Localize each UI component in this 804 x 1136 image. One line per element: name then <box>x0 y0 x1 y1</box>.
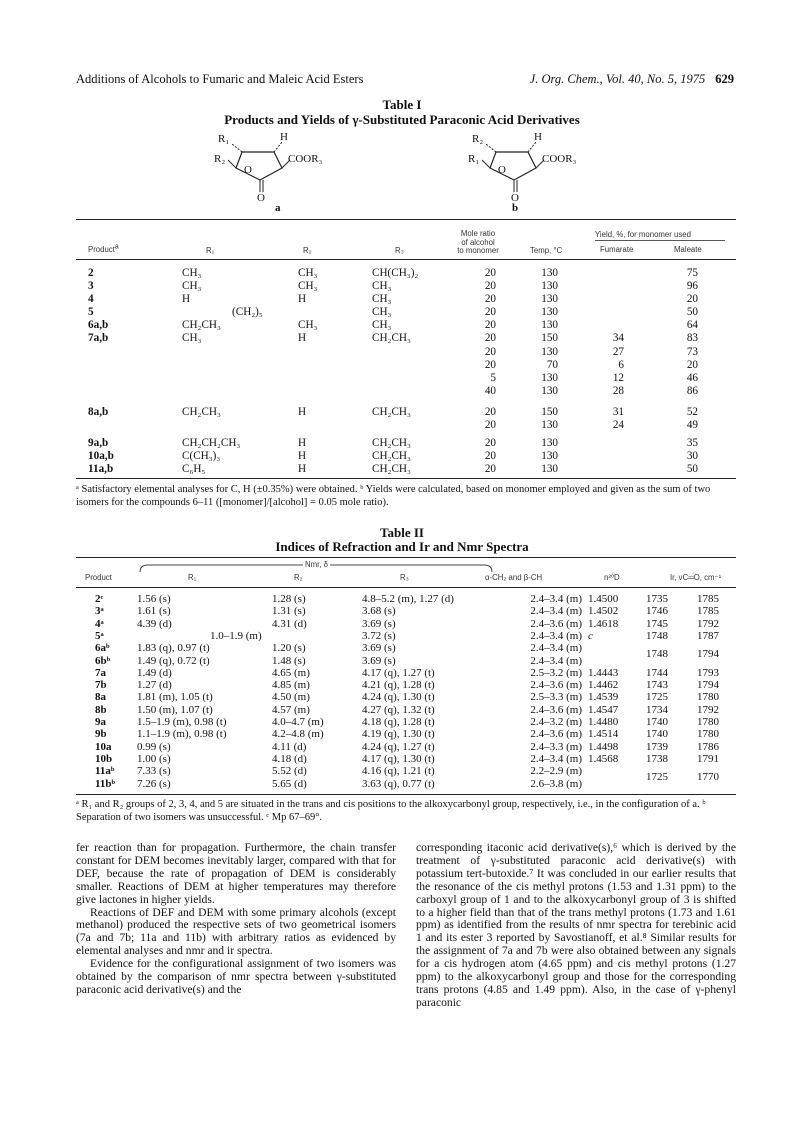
table1-cell-ratio: 20 <box>484 293 496 305</box>
table2-cell-product: 7b <box>95 679 107 692</box>
table2-cell-product: 9b <box>95 728 107 741</box>
table2-cell-r3: 4.19 (q), 1.30 (t) <box>362 728 435 741</box>
table1-row <box>0 463 804 476</box>
table1-label: Table I <box>382 97 422 112</box>
table1-cell-product: 7a,b <box>88 332 109 344</box>
table2-cell-r2: 4.65 (m) <box>272 666 310 679</box>
table2-cell-nd: 1.4547 <box>588 703 619 716</box>
structure-b-r2: R₂ <box>472 133 484 145</box>
table2-cell-product: 10b <box>95 752 113 765</box>
table1-cell-r2: H <box>298 293 307 305</box>
table2-title: Indices of Refraction and Ir and Nmr Spectra <box>275 539 529 554</box>
table2-cell-ir1: 1738 <box>646 752 668 765</box>
table1-cell-ratio: 20 <box>484 280 496 292</box>
table1-cell-temp: 130 <box>541 319 558 331</box>
table2-cell-ch: 2.4–3.4 (m) <box>530 629 582 642</box>
table1-header-product: Product$^a$ <box>88 243 119 254</box>
table1-cell-r1: CH₂CH₃ <box>182 319 221 331</box>
table2-cell-ch: 2.4–3.4 (m) <box>530 654 582 667</box>
table1-row <box>0 332 804 345</box>
table2-cell-ir1: 1735 <box>646 593 668 605</box>
structure-a-r1: R₁ <box>218 133 230 145</box>
table2-cell-ir1: 1725 <box>646 771 668 784</box>
table1-cell-ratio: 20 <box>484 332 496 344</box>
table2-cell-r3: 4.27 (q), 1.32 (t) <box>362 703 435 716</box>
table1-cell-product: 9a,b <box>88 437 109 449</box>
table2-cell-r3: 4.17 (q), 1.30 (t) <box>362 752 435 765</box>
table1-cell-temp: 130 <box>541 372 558 384</box>
structure-b <box>468 130 602 212</box>
table2-cell-r3: 4.16 (q), 1.21 (t) <box>362 765 435 778</box>
journal-citation: J. Org. Chem., Vol. 40, No. 5, 1975 <box>529 72 706 86</box>
table2-cell-r3: 3.68 (s) <box>362 605 396 618</box>
table1-header-r3: R₃ <box>395 246 404 255</box>
table2-cell-r1: 1.0–1.9 (m) <box>210 629 262 642</box>
table2-header-r1: R₁ <box>188 573 197 582</box>
table2-row <box>0 593 804 605</box>
table2-cell-r1: 1.49 (q), 0.72 (t) <box>137 654 210 667</box>
table2-cell-ir2: 1780 <box>697 716 719 728</box>
structure-b-r1: R₁ <box>468 153 480 165</box>
table1-cell-product: 2 <box>88 267 94 279</box>
table1-cell-temp: 130 <box>541 463 558 475</box>
table2-cell-r1: 0.99 (s) <box>137 740 171 753</box>
table1-cell-r3: CH₃ <box>372 293 392 305</box>
table2-top-rule <box>76 557 736 558</box>
table2-cell-ir1: 1734 <box>646 703 668 716</box>
table2-header-ir: Ir, νC═O, cm⁻¹ <box>670 573 722 582</box>
table1-cell-mal: 30 <box>686 450 698 462</box>
structure-b-label: b <box>512 202 519 214</box>
table2-cell-r3: 4.21 (q), 1.28 (t) <box>362 679 435 692</box>
table2-cell-r2: 4.85 (m) <box>272 679 310 692</box>
table2-cell-r2: 4.0–4.7 (m) <box>272 716 324 728</box>
table1-cell-r1: C₆H₅ <box>182 463 206 475</box>
table2-cell-ch: 2.5–3.2 (m) <box>530 666 582 679</box>
table2-cell-product: 11bᵇ <box>95 777 116 790</box>
table2-cell-r1: 1.1–1.9 (m), 0.98 (t) <box>137 728 227 741</box>
table2-cell-nd: 1.4568 <box>588 752 619 765</box>
table2-cell-r3: 4.8–5.2 (m), 1.27 (d) <box>362 593 454 605</box>
table1-cell-r2: CH₃ <box>298 267 318 279</box>
table1-cell-mal: 20 <box>686 293 698 305</box>
table2-cell-ir1: 1746 <box>646 605 668 618</box>
table2-cell-ir2: 1786 <box>697 740 719 753</box>
table2-cell-ir2: 1785 <box>697 605 719 618</box>
table2-bottom-rule <box>76 794 736 795</box>
table1-cell-ratio: 20 <box>484 267 496 279</box>
table1-cell-temp: 130 <box>541 450 558 462</box>
table1-cell-fum: 27 <box>612 346 624 358</box>
table2-cell-ir1: 1739 <box>646 740 668 753</box>
table2-cell-r3: 4.17 (q), 1.27 (t) <box>362 666 435 679</box>
table2-cell-r3: 3.69 (s) <box>362 654 396 667</box>
table2-header-nd: n²⁰D <box>604 573 620 582</box>
table1-cell-r3: CH₂CH₃ <box>372 463 411 475</box>
table2-cell-ir1: 1740 <box>646 716 668 728</box>
table1-row <box>0 267 804 280</box>
table1-row <box>0 293 804 306</box>
table1-cell-ratio: 20 <box>484 306 496 318</box>
table2-cell-ch: 2.4–3.4 (m) <box>530 752 582 765</box>
table2-cell-product: 9a <box>95 716 106 728</box>
table1-cell-r2: H <box>298 406 307 418</box>
table2-cell-product: 10a <box>95 740 112 753</box>
page-number: 629 <box>715 72 734 86</box>
table1-cell-mal: 52 <box>686 406 698 418</box>
table2-cell-r1: 7.33 (s) <box>137 765 171 778</box>
table1-header-r2: R₂ <box>303 246 312 255</box>
table2-cell-ir2: 1787 <box>697 629 719 642</box>
table2-cell-nd: 1.4502 <box>588 605 619 618</box>
table1-cell-temp: 150 <box>541 406 558 418</box>
mole-ratio-line3: to monomer <box>457 246 499 255</box>
table1-row <box>0 319 804 332</box>
table1-cell-ratio: 5 <box>490 372 496 384</box>
table2-cell-product: 6bᵇ <box>95 654 111 667</box>
table2-row <box>0 667 804 679</box>
table2-cell-r3: 3.69 (s) <box>362 617 396 630</box>
table2-cell-ir1: 1744 <box>646 666 668 679</box>
structure-a-ring-o: O <box>244 164 252 176</box>
table1-cell-r2: H <box>298 463 307 475</box>
table2-cell-ir2: 1794 <box>697 679 719 692</box>
table1-cell-temp: 130 <box>541 293 558 305</box>
table1-cell-mal: 50 <box>686 306 698 318</box>
table2-label: Table II <box>380 525 424 540</box>
table2-row <box>0 704 804 716</box>
table1-cell-product: 10a,b <box>88 450 114 462</box>
left-para-3: Evidence for the configurational assignment of two isomers was obtained by the comparison of nmr spectra between γ-substituted paraconic acid derivative(s) and the <box>76 957 396 996</box>
table1-row <box>0 306 804 319</box>
table1-cell-fum: 31 <box>612 406 624 418</box>
table2-cell-ir2: 1793 <box>697 666 719 679</box>
table2-cell-nd: 1.4514 <box>588 728 619 741</box>
table2-cell-r2: 1.31 (s) <box>272 605 306 618</box>
structure-a <box>214 130 348 212</box>
table1-header-mole-ratio <box>450 230 506 256</box>
table2-footnote: ᵃ R₁ and R₂ groups of 2, 3, 4, and 5 are situated in the trans and cis positions to the alkoxycarbonyl group, respectively, i.e., in the configuration of a. ᵇ Separation of two isomers was unsuccessful. ᶜ Mp 67–69°. <box>76 799 706 823</box>
table2-cell-nd: 1.4500 <box>588 593 619 605</box>
table2-cell-r1: 4.39 (d) <box>137 617 172 630</box>
table2-header-r3: R₃ <box>400 573 409 582</box>
table2-cell-r3: 3.72 (s) <box>362 629 396 642</box>
table1-top-rule <box>76 219 736 220</box>
table2-cell-r1: 1.00 (s) <box>137 752 171 765</box>
table2-cell-ch: 2.6–3.8 (m) <box>530 777 582 790</box>
table2-cell-ir2: 1792 <box>697 703 719 716</box>
table1-cell-fum: 6 <box>618 359 624 371</box>
body-left-column <box>76 842 396 997</box>
table2-cell-ir2: 1780 <box>697 691 719 704</box>
table1-row <box>0 406 804 419</box>
table1-row <box>0 359 804 372</box>
table1-row <box>0 346 804 359</box>
table1-cell-r1: CH₂CH₃ <box>182 406 221 418</box>
table1-cell-temp: 130 <box>541 280 558 292</box>
table2-cell-r1: 1.83 (q), 0.97 (t) <box>137 642 210 655</box>
table1-cell-fum: 24 <box>612 419 624 431</box>
table1-cell-temp: 130 <box>541 419 558 431</box>
table1-cell-r2: H <box>298 450 307 462</box>
table2-cell-product: 2ᶜ <box>95 593 104 605</box>
table2-cell-ir1: 1745 <box>646 617 668 630</box>
table2-cell-product: 8a <box>95 691 106 704</box>
table2-cell-nd: c <box>588 629 593 642</box>
table1-cell-ratio: 20 <box>484 346 496 358</box>
table1-cell-fum: 12 <box>612 372 624 384</box>
table1-header-temp: Temp, °C <box>530 246 563 255</box>
table2-cell-ch: 2.5–3.3 (m) <box>530 691 582 704</box>
table2-header-rule <box>76 587 736 588</box>
table2-cell-product: 4ᵃ <box>95 617 104 630</box>
table2-row <box>0 741 804 753</box>
table1-cell-r2: CH₃ <box>298 319 318 331</box>
table2-cell-ir2: 1785 <box>697 593 719 605</box>
table2-cell-r2: 1.28 (s) <box>272 593 306 605</box>
table2-cell-ir1: 1725 <box>646 691 668 704</box>
table2-cell-r1: 1.61 (s) <box>137 605 171 618</box>
table1-cell-product: 8a,b <box>88 406 109 418</box>
table1-row <box>0 372 804 385</box>
structure-b-coor: COOR₃ <box>542 153 577 165</box>
table2-row <box>0 618 804 630</box>
table1-row <box>0 437 804 450</box>
table2-row <box>0 679 804 691</box>
table1-cell-temp: 130 <box>541 306 558 318</box>
table1-cell-r1: (CH₂)₅ <box>232 306 263 318</box>
table1-row <box>0 419 804 432</box>
table2-header-product: Product <box>85 573 112 582</box>
table1-cell-r1: H <box>182 293 191 305</box>
table2-cell-nd: 1.4498 <box>588 740 619 753</box>
table2-cell-product: 3ᵃ <box>95 605 104 618</box>
table1-header-r1: R₁ <box>206 246 215 255</box>
table2-cell-ir1: 1740 <box>646 728 668 741</box>
table2-cell-product: 5ᵃ <box>95 629 104 642</box>
table1-cell-r1: CH₃ <box>182 267 202 279</box>
table2-cell-ch: 2.4–3.6 (m) <box>530 617 582 630</box>
table1-cell-mal: 64 <box>686 319 698 331</box>
table2-row <box>0 691 804 703</box>
table2-cell-nd: 1.4539 <box>588 691 619 704</box>
table1-cell-temp: 130 <box>541 385 558 397</box>
table2-cell-ir1: 1748 <box>646 629 668 642</box>
table2-cell-r3: 4.24 (q), 1.27 (t) <box>362 740 435 753</box>
table2-cell-ch: 2.4–3.4 (m) <box>530 593 582 605</box>
table2-cell-r2: 4.18 (d) <box>272 752 307 765</box>
table1-cell-mal: 96 <box>686 280 698 292</box>
table2-cell-ch: 2.4–3.4 (m) <box>530 605 582 618</box>
table2-cell-r2: 1.48 (s) <box>272 654 306 667</box>
table1-header-yield-group: Yield, %, for monomer used <box>595 230 691 239</box>
table2-cell-ch: 2.4–3.3 (m) <box>530 740 582 753</box>
table2-cell-nd: 1.4443 <box>588 666 619 679</box>
table1-header-rule <box>76 259 736 260</box>
table1-cell-ratio: 20 <box>484 319 496 331</box>
table2-cell-product: 8b <box>95 703 107 716</box>
table1-cell-mal: 86 <box>686 385 698 397</box>
table1-cell-ratio: 20 <box>484 419 496 431</box>
table2-cell-r1: 7.26 (s) <box>137 777 171 790</box>
table1-cell-r1: C(CH₃)₃ <box>182 450 221 462</box>
table1-cell-fum: 28 <box>612 385 624 397</box>
table2-row <box>0 630 804 642</box>
table1-cell-ratio: 20 <box>484 437 496 449</box>
table1-cell-mal: 35 <box>686 437 698 449</box>
yield-group-rule <box>595 240 725 241</box>
table2-cell-ir1: 1743 <box>646 679 668 692</box>
structure-b-carbonyl-o: O <box>511 192 519 204</box>
table1-cell-temp: 150 <box>541 332 558 344</box>
table1-row <box>0 385 804 398</box>
table1-cell-mal: 73 <box>686 346 698 358</box>
table1-cell-r1: CH₂CH₂CH₃ <box>182 437 241 449</box>
table1-footnote: ᵃ Satisfactory elemental analyses for C, H (±0.35%) were obtained. ᵇ Yields were calculated, based on monomer employed and given as the sum of two isomers for the compounds 6–11 ([monomer]/[alcohol] = 0.05 mole ratio). <box>76 484 711 508</box>
table2-cell-product: 11aᵇ <box>95 765 115 778</box>
structure-b-h: H <box>534 131 542 143</box>
table1-cell-r2: H <box>298 332 307 344</box>
table1-cell-r3: CH₂CH₃ <box>372 450 411 462</box>
table1-row <box>0 280 804 293</box>
table2-cell-r2: 5.52 (d) <box>272 765 307 778</box>
table2-cell-r1: 1.27 (d) <box>137 679 172 692</box>
body-right-column <box>416 842 736 1010</box>
table2-cell-ir2: 1770 <box>697 771 719 784</box>
table1-cell-product: 4 <box>88 293 94 305</box>
table1-cell-mal: 83 <box>686 332 698 344</box>
table2-cell-ch: 2.4–3.4 (m) <box>530 642 582 655</box>
table2-header-r2: R₂ <box>294 573 303 582</box>
table1-row <box>0 450 804 463</box>
table1-cell-ratio: 40 <box>484 385 496 397</box>
table2-row <box>0 778 804 790</box>
table1-cell-product: 5 <box>88 306 94 318</box>
structure-b-ring-o: O <box>498 164 506 176</box>
table2-row <box>0 605 804 617</box>
table1-cell-product: 6a,b <box>88 319 109 331</box>
table2-cell-ch: 2.4–3.6 (m) <box>530 703 582 716</box>
running-header-journal <box>530 72 734 87</box>
table2-cell-r1: 1.5–1.9 (m), 0.98 (t) <box>137 716 227 728</box>
table1-cell-temp: 130 <box>541 267 558 279</box>
table2-cell-ir2: 1792 <box>697 617 719 630</box>
table2-cell-r2: 5.65 (d) <box>272 777 307 790</box>
table2-cell-r3: 4.18 (q), 1.28 (t) <box>362 716 435 728</box>
table1-cell-ratio: 20 <box>484 450 496 462</box>
table1-bottom-rule <box>76 478 736 479</box>
table1-cell-r3: CH₃ <box>372 280 392 292</box>
table2-cell-nd: 1.4618 <box>588 617 619 630</box>
table2-cell-ch: 2.4–3.2 (m) <box>530 716 582 728</box>
table1-cell-r3: CH₂CH₃ <box>372 332 411 344</box>
running-header-title: Additions of Alcohols to Fumaric and Maleic Acid Esters <box>76 72 364 86</box>
table1-cell-r2: CH₃ <box>298 280 318 292</box>
structure-a-carbonyl-o: O <box>257 192 265 204</box>
table1-header-fumarate: Fumarate <box>600 245 634 254</box>
structure-a-h: H <box>280 131 288 143</box>
structure-a-coor: COOR₃ <box>288 153 323 165</box>
table2-cell-r3: 3.63 (q), 0.77 (t) <box>362 777 435 790</box>
table2-cell-ir2: 1794 <box>697 648 719 661</box>
table2-cell-ch: 2.4–3.6 (m) <box>530 728 582 741</box>
left-para-2: Reactions of DEF and DEM with some primary alcohols (except methanol) produced the respective sets of two geometrical isomers (7a and 7b; 11a and 11b) with arbitrary ratios as evidenced by elemental analyses and nmr and ir spectra. <box>76 905 396 958</box>
table1-cell-temp: 130 <box>541 437 558 449</box>
table1-cell-product: 3 <box>88 280 94 292</box>
table2-cell-r1: 1.49 (d) <box>137 666 172 679</box>
table1-cell-r3: CH₃ <box>372 306 392 318</box>
table2-cell-r2: 1.20 (s) <box>272 642 306 655</box>
table1-cell-product: 11a,b <box>88 463 114 475</box>
table2-row <box>0 655 804 667</box>
table1-cell-ratio: 20 <box>484 359 496 371</box>
mole-ratio-line2: of alcohol <box>461 237 495 247</box>
table2-cell-ir2: 1791 <box>697 752 719 765</box>
table1-cell-r1: CH₃ <box>182 332 202 344</box>
table1-cell-r2: H <box>298 437 307 449</box>
table2-cell-r2: 4.50 (m) <box>272 691 310 704</box>
table1-cell-mal: 50 <box>686 463 698 475</box>
table1-cell-r3: CH(CH₃)₂ <box>372 267 419 279</box>
table2-cell-r2: 4.57 (m) <box>272 703 310 716</box>
table2-cell-nd: 1.4480 <box>588 716 619 728</box>
table1-cell-ratio: 20 <box>484 463 496 475</box>
table1-cell-fum: 34 <box>612 332 624 344</box>
table1-cell-ratio: 20 <box>484 406 496 418</box>
table1-cell-r3: CH₃ <box>372 319 392 331</box>
table1-title: Products and Yields of γ-Substituted Paraconic Acid Derivatives <box>224 112 580 127</box>
table2-cell-ir2: 1780 <box>697 728 719 741</box>
table2-cell-r1: 1.50 (m), 1.07 (t) <box>137 703 213 716</box>
table2-row <box>0 728 804 740</box>
structure-a-label: a <box>275 202 281 214</box>
table1-cell-r3: CH₂CH₃ <box>372 406 411 418</box>
right-para-1: corresponding itaconic acid derivative(s),⁶ which is derived by the treatment of γ-substituted paraconic acid derivative(s) with potassium tert-butoxide.⁷ It was concluded in our earlier results that the resonance of the cis methyl protons (1.53 and 1.31 ppm) to the carboxyl group of 1 and to the alkoxycarbonyl group of 3 is shifted to a higher field than that of the trans methyl protons (1.73 and 1.61 ppm) as identified from the results of nmr spectra for terebinic acid 1 and its ester 3 reported by Savostianoff, et al.⁸ Similar results for the assignment of 7a and 7b were also obtained between any signals for a cis hydrogen atom (4.65 ppm) and cis methyl protons (1.27 ppm) to the alkoxycarbonyl group and those for the corresponding trans protons (4.85 and 1.49 ppm). Also, in the case of γ-phenyl paraconic <box>416 841 736 1009</box>
table1-cell-mal: 75 <box>686 267 698 279</box>
table2-cell-r1: 1.56 (s) <box>137 593 171 605</box>
structure-a-r2: R₂ <box>214 153 226 165</box>
mole-ratio-line1: Mole ratio <box>460 229 496 238</box>
table1-cell-r3: CH₂CH₃ <box>372 437 411 449</box>
table1-cell-mal: 46 <box>686 372 698 384</box>
table2-cell-ir1: 1748 <box>646 648 668 661</box>
table2-cell-r3: 3.69 (s) <box>362 642 396 655</box>
table1-cell-temp: 70 <box>546 359 558 371</box>
table1-header-maleate: Maleate <box>674 245 702 254</box>
left-para-1: fer reaction than for propagation. Furthermore, the chain transfer constant for DEM becomes inevitably larger, compared with that for DEF, because the rate of propagation of DEM is considerably smaller. Reactions of DEM at higher temperatures may therefore give lactones in higher yields. <box>76 841 396 906</box>
table1-cell-mal: 49 <box>686 419 698 431</box>
table2-header-ch: α-CH₂ and β-CH <box>485 573 543 582</box>
table2-cell-nd: 1.4462 <box>588 679 619 692</box>
table1-cell-temp: 130 <box>541 346 558 358</box>
table1-header-product-text: Product <box>88 245 115 254</box>
table2-cell-product: 7a <box>95 666 106 679</box>
table2-cell-ch: 2.4–3.6 (m) <box>530 679 582 692</box>
table2-cell-r2: 4.11 (d) <box>272 740 307 753</box>
table1-cell-mal: 20 <box>686 359 698 371</box>
table2-cell-product: 6aᵇ <box>95 642 110 655</box>
table2-row <box>0 753 804 765</box>
table2-cell-r2: 4.2–4.8 (m) <box>272 728 324 741</box>
table2-cell-r2: 4.31 (d) <box>272 617 307 630</box>
table2-header-nmr-group: Nmr, δ <box>305 560 328 569</box>
table2-cell-r1: 1.81 (m), 1.05 (t) <box>137 691 213 704</box>
table1-cell-r1: CH₃ <box>182 280 202 292</box>
table2-cell-ch: 2.2–2.9 (m) <box>530 765 582 778</box>
table2-cell-r3: 4.24 (q), 1.30 (t) <box>362 691 435 704</box>
table2-row <box>0 716 804 728</box>
